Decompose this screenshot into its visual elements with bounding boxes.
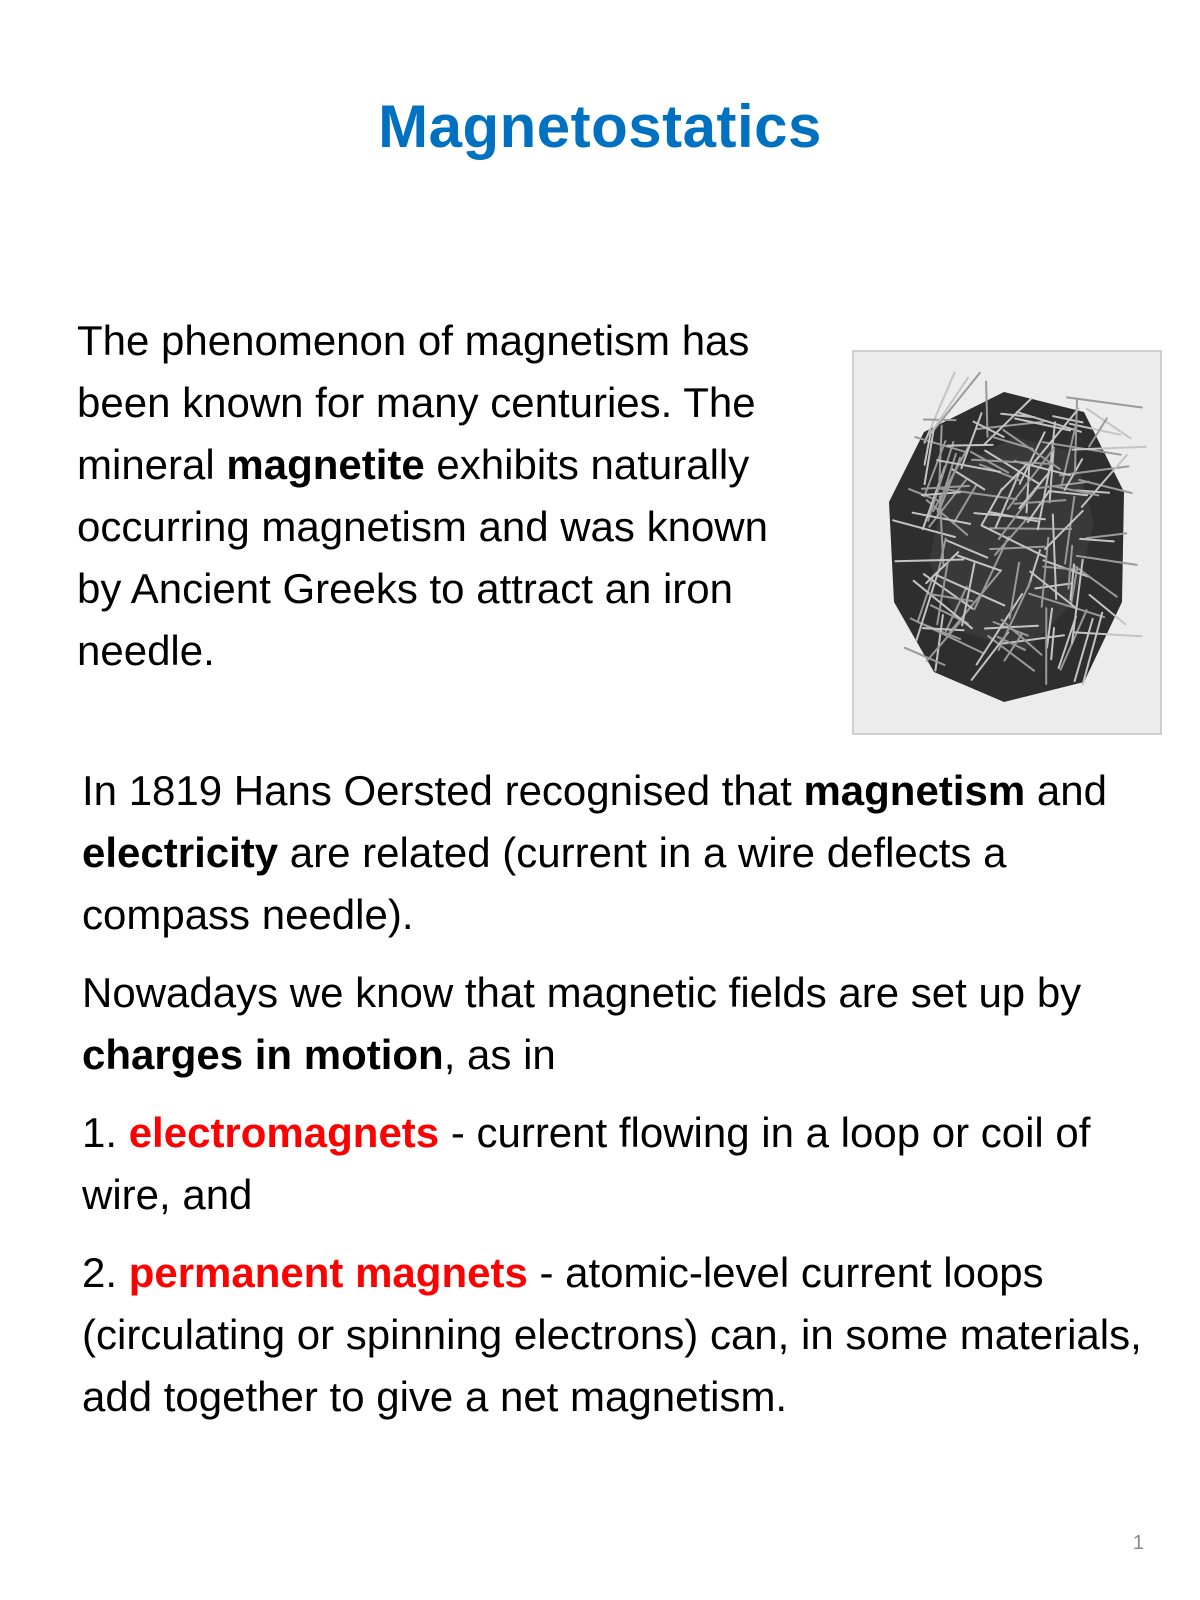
term-electricity: electricity — [82, 829, 279, 876]
page-number: 1 — [1132, 1532, 1144, 1554]
intro-text-1: The phenomenon of magnetism has been known for many centuries. The mineral — [77, 317, 756, 488]
slide-title: Magnetostatics — [378, 93, 822, 160]
oersted-text-3: are related (current in a wire deflects a compass needle). — [82, 829, 1007, 938]
term-magnetite: magnetite — [226, 441, 425, 488]
nowadays-paragraph — [82, 962, 1162, 1086]
term-magnetism: magnetism — [803, 767, 1026, 814]
oersted-paragraph — [82, 760, 1162, 946]
intro-text-2: exhibits naturally occurring magnetism and was known by Ancient Greeks to attract an iron needle. — [77, 441, 768, 674]
oersted-text-1: In 1819 Hans Oersted recognised that — [82, 767, 804, 814]
nowadays-text-1: Nowadays we know that magnetic fields are set up by — [82, 969, 1082, 1016]
term-permanent-magnets: permanent magnets — [128, 1249, 528, 1296]
list-number-1: 1. — [82, 1109, 129, 1156]
nowadays-text-2: , as in — [443, 1031, 556, 1078]
iron-needle — [990, 528, 1072, 529]
permanent-magnets-text: - atomic-level current loops (circulating or spinning electrons) can, in some materials, add together to give a net magnetism. — [82, 1249, 1142, 1420]
list-number-2: 2. — [82, 1249, 129, 1296]
term-charges-in-motion: charges in motion — [82, 1031, 444, 1078]
electromagnets-text: - current flowing in a loop or coil of wire, and — [82, 1109, 1091, 1218]
term-electromagnets: electromagnets — [128, 1109, 440, 1156]
magnetite-photo — [852, 350, 1162, 735]
oersted-text-2: and — [1025, 767, 1107, 814]
list-item-permanent-magnets — [82, 1242, 1162, 1428]
intro-paragraph — [77, 310, 817, 682]
magnetite-with-iron-needles-photo — [854, 352, 1160, 733]
list-item-electromagnets — [82, 1102, 1162, 1226]
